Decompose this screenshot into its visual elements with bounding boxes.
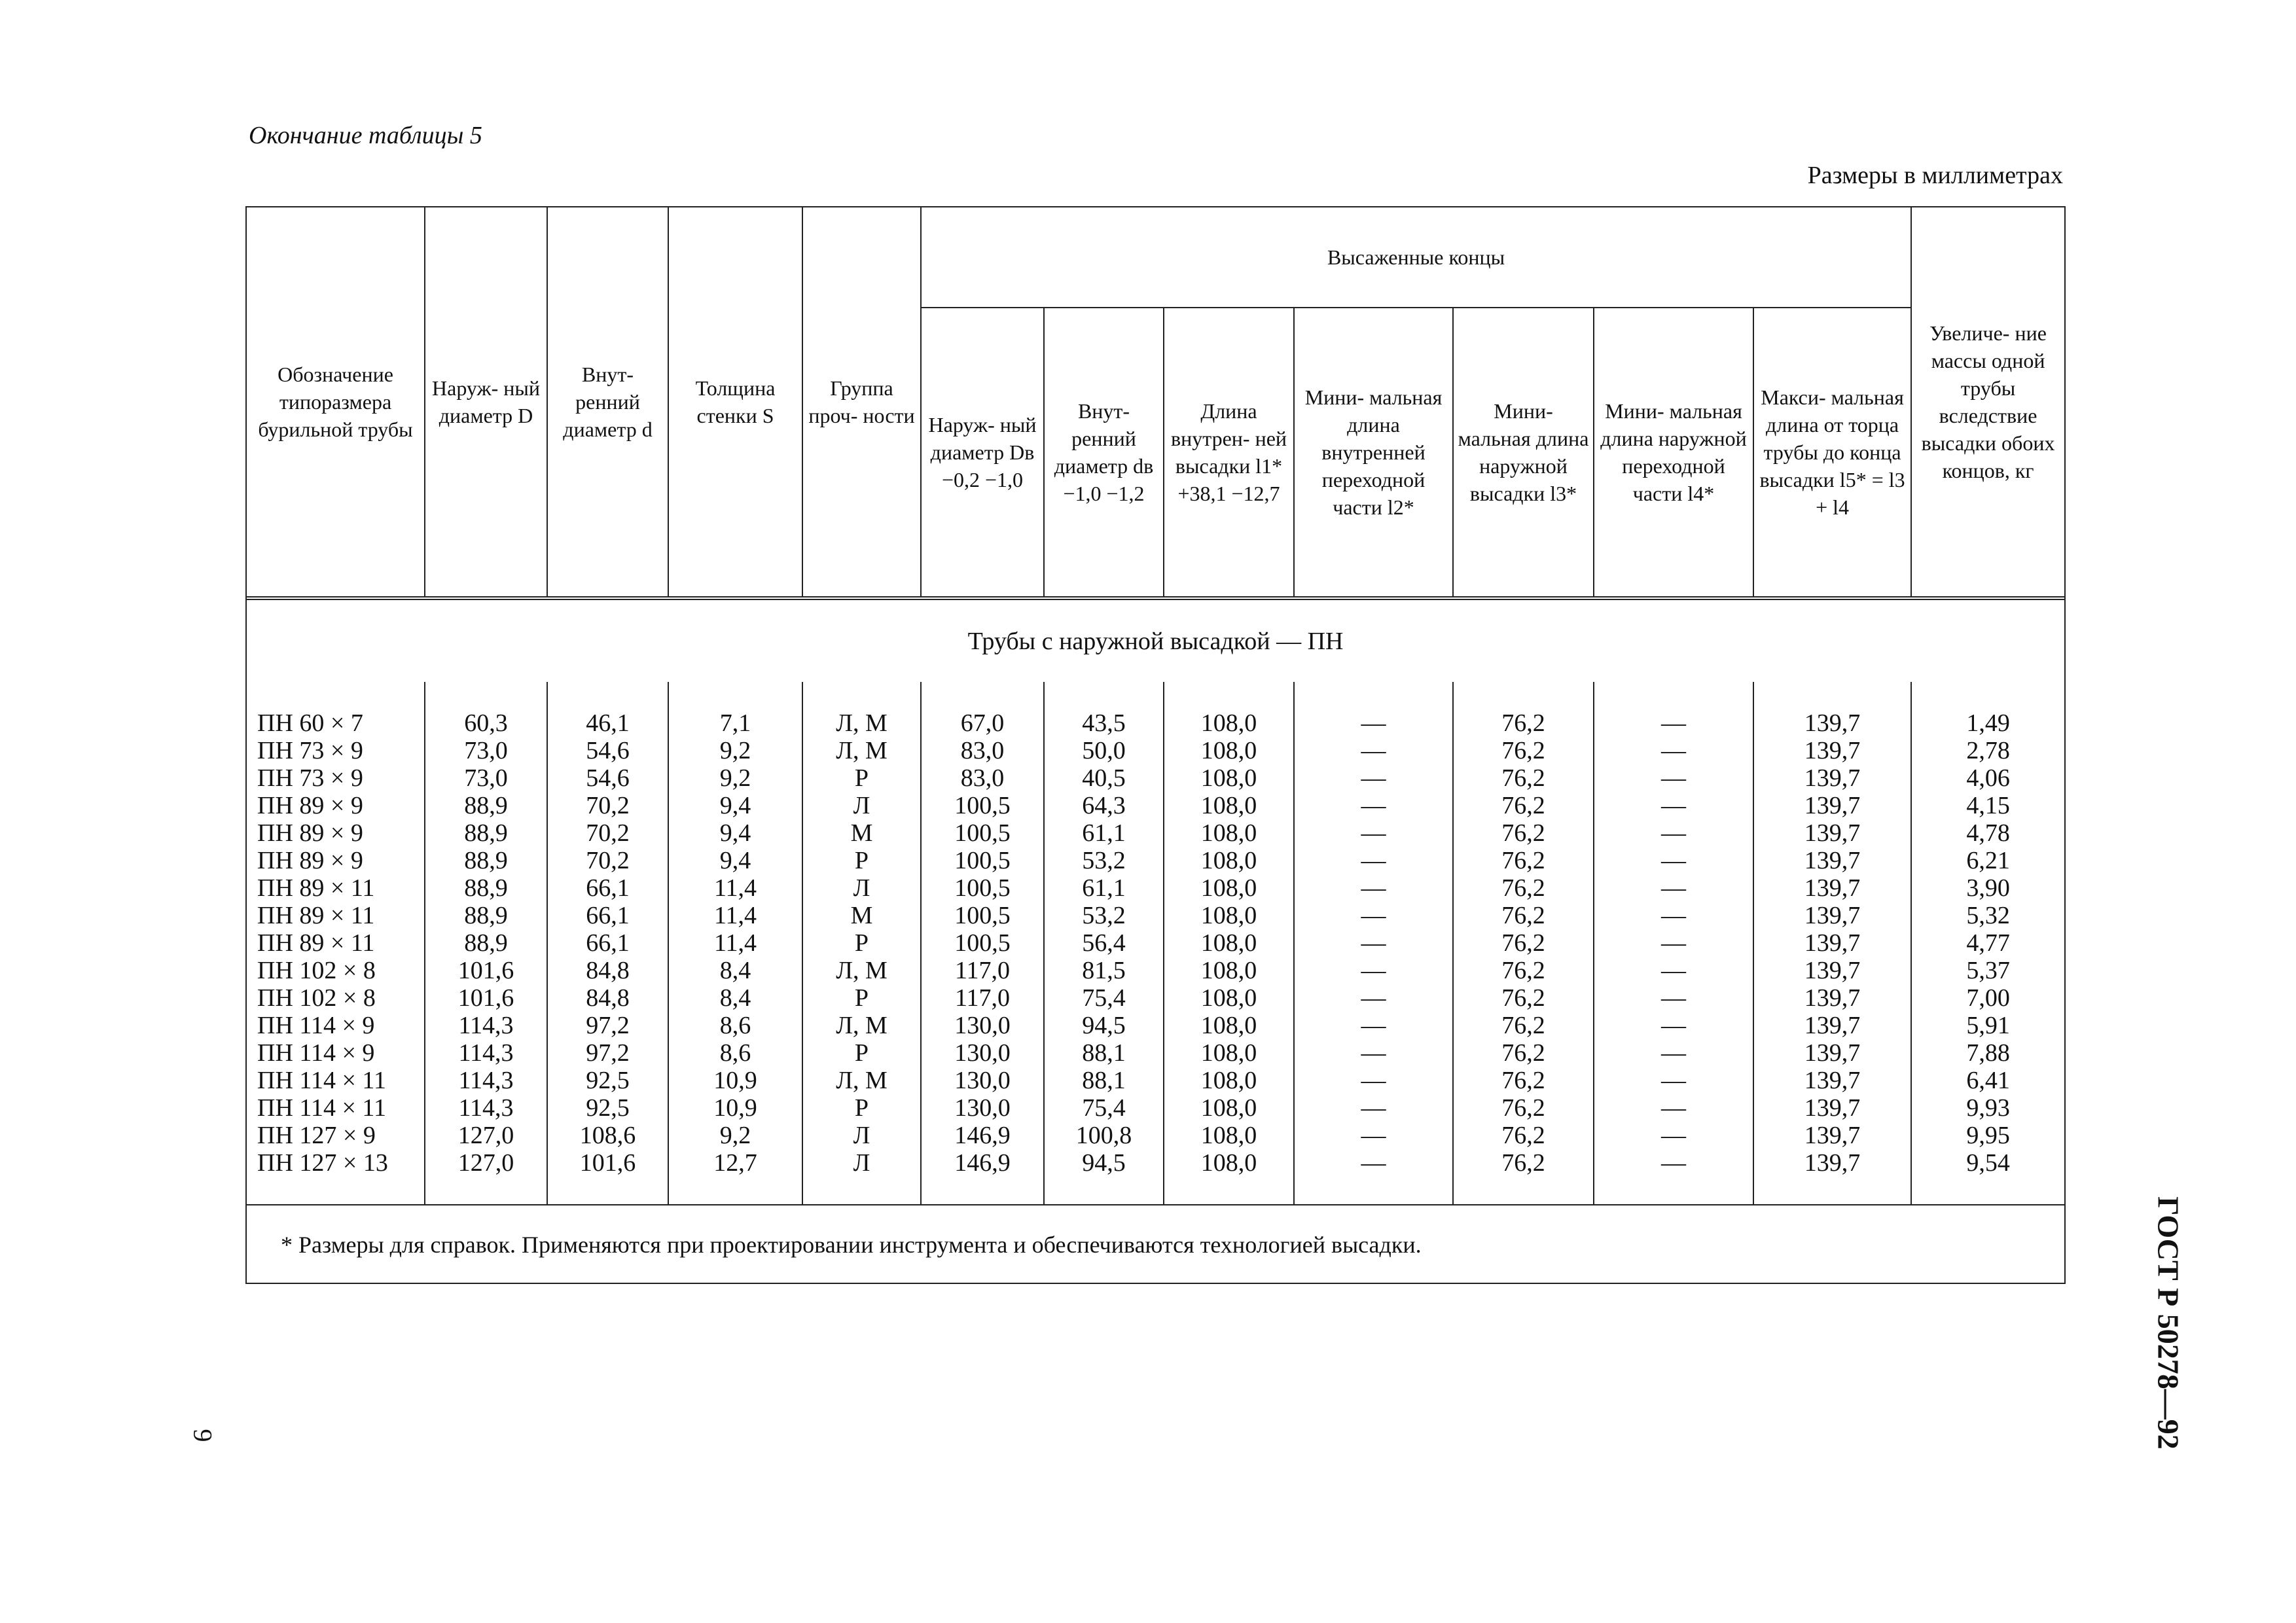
cell-max-length: 139,7	[1753, 902, 1911, 929]
cell-min-inner-transition: —	[1294, 1039, 1453, 1067]
cell-upset-outer-diameter: 100,5	[921, 902, 1044, 929]
cell-inner-upset-length: 108,0	[1164, 984, 1294, 1012]
header-wall-thickness: Толщина стенки S	[668, 207, 802, 598]
cell-max-length: 139,7	[1753, 709, 1911, 737]
cell-inner-upset-length: 108,0	[1164, 1122, 1294, 1149]
cell-min-outer-upset-length: 76,2	[1453, 874, 1594, 902]
cell-strength-group: Л, М	[802, 957, 921, 984]
cell-wall: 8,4	[668, 957, 802, 984]
cell-upset-inner-diameter: 94,5	[1044, 1012, 1164, 1039]
cell-strength-group: Л, М	[802, 737, 921, 764]
cell-strength-group: Р	[802, 847, 921, 874]
cell-max-length: 139,7	[1753, 847, 1911, 874]
cell-min-outer-transition: —	[1594, 1012, 1753, 1039]
cell-wall: 11,4	[668, 929, 802, 957]
cell-upset-outer-diameter: 146,9	[921, 1122, 1044, 1149]
tail-row	[247, 1177, 2064, 1204]
cell-min-outer-transition: —	[1594, 874, 1753, 902]
cell-strength-group: Л	[802, 1122, 921, 1149]
table-row	[247, 957, 2064, 984]
header-inner-upset-length: Длина внутрен- ней высадки l1* +38,1 −12,7	[1164, 308, 1294, 598]
header-max-length: Макси- мальная длина от торца трубы до конца высадки l5* = l3 + l4	[1753, 308, 1911, 598]
cell-strength-group: Л	[802, 1149, 921, 1177]
cell-inner-diameter: 84,8	[547, 984, 668, 1012]
cell-inner-upset-length: 108,0	[1164, 847, 1294, 874]
table-caption: Окончание таблицы 5	[249, 122, 482, 149]
cell-strength-group: Л	[802, 874, 921, 902]
cell-designation: ПН 102 × 8	[247, 957, 425, 984]
cell-inner-upset-length: 108,0	[1164, 1012, 1294, 1039]
header-upset-inner-diameter: Внут- ренний диаметр dв −1,0 −1,2	[1044, 308, 1164, 598]
cell-designation: ПН 114 × 11	[247, 1067, 425, 1094]
table-row	[247, 764, 2064, 792]
cell-strength-group: Р	[802, 984, 921, 1012]
cell-strength-group: Р	[802, 929, 921, 957]
cell-min-outer-upset-length: 76,2	[1453, 957, 1594, 984]
cell-min-outer-transition: —	[1594, 709, 1753, 737]
cell-designation: ПН 114 × 9	[247, 1039, 425, 1067]
cell-upset-outer-diameter: 100,5	[921, 819, 1044, 847]
cell-inner-diameter: 54,6	[547, 737, 668, 764]
cell-designation: ПН 89 × 9	[247, 819, 425, 847]
cell-strength-group: М	[802, 819, 921, 847]
table-row	[247, 874, 2064, 902]
cell-max-length: 139,7	[1753, 1094, 1911, 1122]
spec-table-frame	[245, 206, 2066, 1284]
cell-min-outer-upset-length: 76,2	[1453, 792, 1594, 819]
cell-min-outer-transition: —	[1594, 984, 1753, 1012]
cell-upset-inner-diameter: 75,4	[1044, 1094, 1164, 1122]
cell-min-inner-transition: —	[1294, 1094, 1453, 1122]
cell-min-outer-transition: —	[1594, 1149, 1753, 1177]
cell-outer-diameter: 88,9	[425, 792, 547, 819]
page-number: 9	[188, 1429, 218, 1442]
cell-strength-group: Л	[802, 792, 921, 819]
cell-min-outer-upset-length: 76,2	[1453, 1094, 1594, 1122]
cell-upset-inner-diameter: 81,5	[1044, 957, 1164, 984]
cell-strength-group: Р	[802, 1094, 921, 1122]
cell-upset-inner-diameter: 43,5	[1044, 709, 1164, 737]
cell-wall: 10,9	[668, 1094, 802, 1122]
cell-upset-inner-diameter: 61,1	[1044, 819, 1164, 847]
header-mass-increase: Увеличе- ние массы одной трубы вследствие высадки обоих концов, кг	[1911, 207, 2064, 598]
cell-mass-increase: 3,90	[1911, 874, 2064, 902]
cell-inner-diameter: 108,6	[547, 1122, 668, 1149]
cell-mass-increase: 9,93	[1911, 1094, 2064, 1122]
cell-upset-outer-diameter: 83,0	[921, 737, 1044, 764]
cell-min-inner-transition: —	[1294, 1149, 1453, 1177]
cell-wall: 12,7	[668, 1149, 802, 1177]
cell-designation: ПН 89 × 9	[247, 847, 425, 874]
cell-mass-increase: 4,06	[1911, 764, 2064, 792]
cell-max-length: 139,7	[1753, 819, 1911, 847]
table-tail	[247, 1177, 2064, 1204]
cell-min-inner-transition: —	[1294, 792, 1453, 819]
cell-wall: 8,6	[668, 1012, 802, 1039]
cell-upset-inner-diameter: 88,1	[1044, 1067, 1164, 1094]
cell-inner-diameter: 92,5	[547, 1094, 668, 1122]
cell-designation: ПН 114 × 9	[247, 1012, 425, 1039]
cell-outer-diameter: 114,3	[425, 1094, 547, 1122]
cell-outer-diameter: 88,9	[425, 847, 547, 874]
cell-min-outer-upset-length: 76,2	[1453, 709, 1594, 737]
cell-upset-inner-diameter: 94,5	[1044, 1149, 1164, 1177]
cell-strength-group: Р	[802, 764, 921, 792]
cell-mass-increase: 5,32	[1911, 902, 2064, 929]
cell-inner-diameter: 70,2	[547, 819, 668, 847]
cell-mass-increase: 4,78	[1911, 819, 2064, 847]
table-row	[247, 819, 2064, 847]
cell-min-outer-upset-length: 76,2	[1453, 1012, 1594, 1039]
section-row	[247, 598, 2064, 682]
units-note: Размеры в миллиметрах	[1807, 162, 2063, 189]
cell-mass-increase: 7,00	[1911, 984, 2064, 1012]
cell-upset-inner-diameter: 64,3	[1044, 792, 1164, 819]
cell-outer-diameter: 88,9	[425, 874, 547, 902]
table-row	[247, 1094, 2064, 1122]
table-header	[247, 207, 2064, 598]
cell-inner-diameter: 92,5	[547, 1067, 668, 1094]
cell-inner-upset-length: 108,0	[1164, 1094, 1294, 1122]
cell-inner-upset-length: 108,0	[1164, 737, 1294, 764]
spec-table	[247, 207, 2064, 1204]
cell-wall: 7,1	[668, 709, 802, 737]
cell-min-inner-transition: —	[1294, 764, 1453, 792]
cell-inner-diameter: 54,6	[547, 764, 668, 792]
cell-outer-diameter: 88,9	[425, 929, 547, 957]
header-designation: Обозначение типоразмера бурильной трубы	[247, 207, 425, 598]
cell-mass-increase: 2,78	[1911, 737, 2064, 764]
cell-designation: ПН 102 × 8	[247, 984, 425, 1012]
data-rows	[247, 709, 2064, 1177]
cell-wall: 9,2	[668, 1122, 802, 1149]
cell-inner-diameter: 70,2	[547, 792, 668, 819]
cell-upset-inner-diameter: 75,4	[1044, 984, 1164, 1012]
cell-min-outer-upset-length: 76,2	[1453, 984, 1594, 1012]
cell-max-length: 139,7	[1753, 1067, 1911, 1094]
cell-outer-diameter: 60,3	[425, 709, 547, 737]
cell-min-inner-transition: —	[1294, 737, 1453, 764]
header-strength-group: Группа проч- ности	[802, 207, 921, 598]
table-row	[247, 902, 2064, 929]
cell-outer-diameter: 88,9	[425, 902, 547, 929]
cell-max-length: 139,7	[1753, 1149, 1911, 1177]
table-row	[247, 984, 2064, 1012]
cell-wall: 11,4	[668, 874, 802, 902]
cell-designation: ПН 89 × 11	[247, 929, 425, 957]
cell-min-outer-transition: —	[1594, 902, 1753, 929]
cell-min-inner-transition: —	[1294, 1067, 1453, 1094]
cell-min-outer-transition: —	[1594, 1094, 1753, 1122]
cell-mass-increase: 9,95	[1911, 1122, 2064, 1149]
table-row	[247, 1122, 2064, 1149]
cell-wall: 9,2	[668, 764, 802, 792]
cell-designation: ПН 89 × 9	[247, 792, 425, 819]
cell-max-length: 139,7	[1753, 929, 1911, 957]
cell-min-inner-transition: —	[1294, 902, 1453, 929]
cell-max-length: 139,7	[1753, 984, 1911, 1012]
cell-strength-group: Р	[802, 1039, 921, 1067]
cell-inner-upset-length: 108,0	[1164, 902, 1294, 929]
cell-min-outer-transition: —	[1594, 847, 1753, 874]
cell-min-inner-transition: —	[1294, 929, 1453, 957]
cell-max-length: 139,7	[1753, 764, 1911, 792]
cell-min-inner-transition: —	[1294, 957, 1453, 984]
cell-min-outer-transition: —	[1594, 764, 1753, 792]
header-min-inner-transition: Мини- мальная длина внутренней переходной части l2*	[1294, 308, 1453, 598]
cell-min-outer-transition: —	[1594, 957, 1753, 984]
cell-inner-upset-length: 108,0	[1164, 792, 1294, 819]
header-min-outer-transition: Мини- мальная длина наружной переходной части l4*	[1594, 308, 1753, 598]
cell-designation: ПН 60 × 7	[247, 709, 425, 737]
cell-upset-inner-diameter: 61,1	[1044, 874, 1164, 902]
cell-designation: ПН 114 × 11	[247, 1094, 425, 1122]
cell-min-inner-transition: —	[1294, 984, 1453, 1012]
cell-min-outer-upset-length: 76,2	[1453, 1067, 1594, 1094]
cell-inner-diameter: 70,2	[547, 847, 668, 874]
cell-designation: ПН 73 × 9	[247, 764, 425, 792]
cell-min-outer-transition: —	[1594, 819, 1753, 847]
cell-min-outer-upset-length: 76,2	[1453, 737, 1594, 764]
cell-mass-increase: 9,54	[1911, 1149, 2064, 1177]
cell-upset-outer-diameter: 100,5	[921, 929, 1044, 957]
cell-upset-outer-diameter: 130,0	[921, 1067, 1044, 1094]
header-inner-diameter: Внут- ренний диаметр d	[547, 207, 668, 598]
cell-outer-diameter: 127,0	[425, 1122, 547, 1149]
cell-max-length: 139,7	[1753, 1122, 1911, 1149]
cell-max-length: 139,7	[1753, 874, 1911, 902]
cell-upset-inner-diameter: 53,2	[1044, 847, 1164, 874]
cell-mass-increase: 6,41	[1911, 1067, 2064, 1094]
header-upset-outer-diameter: Наруж- ный диаметр Dв −0,2 −1,0	[921, 308, 1044, 598]
cell-mass-increase: 5,37	[1911, 957, 2064, 984]
cell-wall: 8,6	[668, 1039, 802, 1067]
cell-outer-diameter: 101,6	[425, 957, 547, 984]
cell-inner-diameter: 97,2	[547, 1039, 668, 1067]
table-row	[247, 709, 2064, 737]
cell-mass-increase: 4,77	[1911, 929, 2064, 957]
cell-upset-outer-diameter: 117,0	[921, 957, 1044, 984]
cell-max-length: 139,7	[1753, 957, 1911, 984]
cell-upset-outer-diameter: 83,0	[921, 764, 1044, 792]
cell-outer-diameter: 73,0	[425, 764, 547, 792]
cell-min-outer-upset-length: 76,2	[1453, 819, 1594, 847]
cell-mass-increase: 6,21	[1911, 847, 2064, 874]
table-row	[247, 847, 2064, 874]
cell-upset-outer-diameter: 130,0	[921, 1039, 1044, 1067]
table-row	[247, 1012, 2064, 1039]
cell-max-length: 139,7	[1753, 1039, 1911, 1067]
cell-upset-outer-diameter: 100,5	[921, 874, 1044, 902]
header-min-outer-upset-length: Мини- мальная длина наружной высадки l3*	[1453, 308, 1594, 598]
cell-inner-diameter: 66,1	[547, 902, 668, 929]
table-row	[247, 1067, 2064, 1094]
cell-designation: ПН 73 × 9	[247, 737, 425, 764]
cell-inner-upset-length: 108,0	[1164, 929, 1294, 957]
cell-upset-inner-diameter: 40,5	[1044, 764, 1164, 792]
cell-max-length: 139,7	[1753, 1012, 1911, 1039]
cell-min-outer-transition: —	[1594, 792, 1753, 819]
cell-outer-diameter: 114,3	[425, 1039, 547, 1067]
spacer-row	[247, 682, 2064, 709]
cell-min-inner-transition: —	[1294, 874, 1453, 902]
cell-inner-upset-length: 108,0	[1164, 819, 1294, 847]
cell-upset-outer-diameter: 100,5	[921, 792, 1044, 819]
cell-outer-diameter: 127,0	[425, 1149, 547, 1177]
cell-upset-inner-diameter: 53,2	[1044, 902, 1164, 929]
cell-upset-inner-diameter: 100,8	[1044, 1122, 1164, 1149]
cell-wall: 11,4	[668, 902, 802, 929]
cell-outer-diameter: 114,3	[425, 1067, 547, 1094]
cell-min-inner-transition: —	[1294, 819, 1453, 847]
cell-inner-upset-length: 108,0	[1164, 957, 1294, 984]
cell-wall: 9,2	[668, 737, 802, 764]
cell-designation: ПН 127 × 9	[247, 1122, 425, 1149]
cell-min-outer-transition: —	[1594, 929, 1753, 957]
cell-mass-increase: 1,49	[1911, 709, 2064, 737]
cell-outer-diameter: 88,9	[425, 819, 547, 847]
cell-strength-group: Л, М	[802, 1067, 921, 1094]
cell-strength-group: Л, М	[802, 709, 921, 737]
table-row	[247, 792, 2064, 819]
standard-code: ГОСТ Р 50278—92	[2151, 1196, 2185, 1450]
cell-min-inner-transition: —	[1294, 1122, 1453, 1149]
cell-mass-increase: 5,91	[1911, 1012, 2064, 1039]
cell-upset-outer-diameter: 100,5	[921, 847, 1044, 874]
cell-mass-increase: 4,15	[1911, 792, 2064, 819]
cell-min-inner-transition: —	[1294, 847, 1453, 874]
cell-inner-diameter: 97,2	[547, 1012, 668, 1039]
cell-min-outer-upset-length: 76,2	[1453, 1122, 1594, 1149]
cell-inner-upset-length: 108,0	[1164, 764, 1294, 792]
cell-min-outer-upset-length: 76,2	[1453, 1149, 1594, 1177]
cell-wall: 9,4	[668, 819, 802, 847]
table-row	[247, 1149, 2064, 1177]
header-upset-ends: Высаженные концы	[921, 207, 1911, 308]
cell-max-length: 139,7	[1753, 792, 1911, 819]
cell-min-outer-upset-length: 76,2	[1453, 929, 1594, 957]
cell-min-outer-transition: —	[1594, 1122, 1753, 1149]
cell-max-length: 139,7	[1753, 737, 1911, 764]
cell-inner-diameter: 84,8	[547, 957, 668, 984]
footnote: * Размеры для справок. Применяются при проектировании инструмента и обеспечиваются технологией высадки.	[247, 1204, 2064, 1283]
cell-wall: 9,4	[668, 792, 802, 819]
cell-inner-upset-length: 108,0	[1164, 1149, 1294, 1177]
cell-inner-diameter: 66,1	[547, 874, 668, 902]
cell-min-outer-transition: —	[1594, 1039, 1753, 1067]
cell-outer-diameter: 101,6	[425, 984, 547, 1012]
table-body	[247, 598, 2064, 709]
cell-upset-outer-diameter: 117,0	[921, 984, 1044, 1012]
cell-min-outer-transition: —	[1594, 737, 1753, 764]
cell-inner-upset-length: 108,0	[1164, 1067, 1294, 1094]
cell-outer-diameter: 114,3	[425, 1012, 547, 1039]
cell-min-outer-upset-length: 76,2	[1453, 764, 1594, 792]
cell-min-outer-transition: —	[1594, 1067, 1753, 1094]
cell-outer-diameter: 73,0	[425, 737, 547, 764]
cell-upset-outer-diameter: 146,9	[921, 1149, 1044, 1177]
header-outer-diameter: Наруж- ный диаметр D	[425, 207, 547, 598]
cell-mass-increase: 7,88	[1911, 1039, 2064, 1067]
cell-wall: 8,4	[668, 984, 802, 1012]
section-title: Трубы с наружной высадкой — ПН	[967, 627, 1344, 655]
cell-upset-outer-diameter: 67,0	[921, 709, 1044, 737]
cell-inner-diameter: 66,1	[547, 929, 668, 957]
cell-designation: ПН 89 × 11	[247, 874, 425, 902]
table-row	[247, 737, 2064, 764]
table-row	[247, 1039, 2064, 1067]
cell-inner-upset-length: 108,0	[1164, 1039, 1294, 1067]
cell-min-outer-upset-length: 76,2	[1453, 847, 1594, 874]
cell-inner-diameter: 101,6	[547, 1149, 668, 1177]
cell-upset-outer-diameter: 130,0	[921, 1012, 1044, 1039]
cell-min-outer-upset-length: 76,2	[1453, 1039, 1594, 1067]
cell-min-inner-transition: —	[1294, 709, 1453, 737]
cell-designation: ПН 127 × 13	[247, 1149, 425, 1177]
table-row	[247, 929, 2064, 957]
cell-strength-group: Л, М	[802, 1012, 921, 1039]
cell-inner-upset-length: 108,0	[1164, 874, 1294, 902]
cell-min-outer-upset-length: 76,2	[1453, 902, 1594, 929]
cell-min-inner-transition: —	[1294, 1012, 1453, 1039]
cell-designation: ПН 89 × 11	[247, 902, 425, 929]
cell-upset-inner-diameter: 56,4	[1044, 929, 1164, 957]
cell-upset-inner-diameter: 50,0	[1044, 737, 1164, 764]
cell-upset-outer-diameter: 130,0	[921, 1094, 1044, 1122]
cell-inner-diameter: 46,1	[547, 709, 668, 737]
cell-wall: 9,4	[668, 847, 802, 874]
cell-wall: 10,9	[668, 1067, 802, 1094]
cell-strength-group: М	[802, 902, 921, 929]
cell-upset-inner-diameter: 88,1	[1044, 1039, 1164, 1067]
cell-inner-upset-length: 108,0	[1164, 709, 1294, 737]
